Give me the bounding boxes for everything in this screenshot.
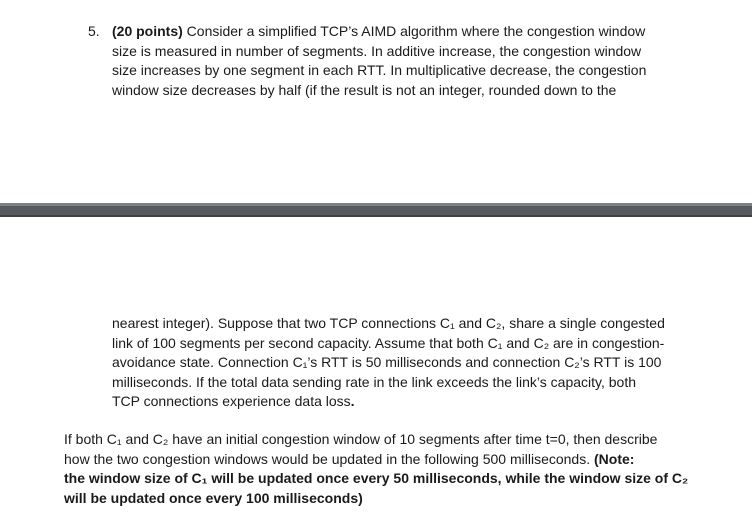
page-separator [0,203,752,217]
text-fragment: Consider a simplified TCP’s AIMD algorithm where the congestion window [182,23,646,39]
note-line [64,489,688,509]
text-line [112,392,665,412]
text-line [112,22,646,42]
text-line: size is measured in number of segments. In additive increase, the congestion window [112,42,642,59]
text-line: If both C₁ and C₂ have an initial congestion window of 10 segments after time t=0, then describe [64,431,658,447]
points-label: (20 points) [112,23,183,39]
separator-edge [0,203,752,206]
question-task [64,430,688,508]
text-line: size increases by one segment in each RTT. In multiplicative decrease, the congestion [112,62,647,78]
text-line: window size decreases by half (if the result is not an integer, rounded down to the [112,81,617,98]
question-number: 5. [88,23,100,39]
trailing-period: . [350,393,355,409]
note-line [64,469,688,489]
text-line: avoidance state. Connection C₁’s RTT is 50 milliseconds and connection C₂’s RTT is 100 [112,354,662,370]
question-text-continued [112,314,665,412]
text-line: link of 100 segments per second capacity. Assume that both C₁ and C₂ are in congestion- [112,334,665,351]
text-line: nearest integer). Suppose that two TCP connections C₁ and C₂, share a single congested [112,315,665,331]
note-text: will be updated once every 100 milliseconds) [64,489,363,506]
text-fragment: how the two congestion windows would be updated in the following 500 milliseconds. [64,450,594,467]
separator-edge [0,215,752,217]
text-line: milliseconds. If the total data sending rate in the link exceeds the link’s capacity, both [112,373,637,390]
note-text: the window size of C₁ will be updated once every 50 milliseconds, while the window size of C₂ [64,470,689,486]
question-text-top [112,22,646,100]
text-fragment: TCP connections experience data loss [112,393,351,409]
text-line [64,450,688,470]
note-lead: (Note: [594,450,635,467]
